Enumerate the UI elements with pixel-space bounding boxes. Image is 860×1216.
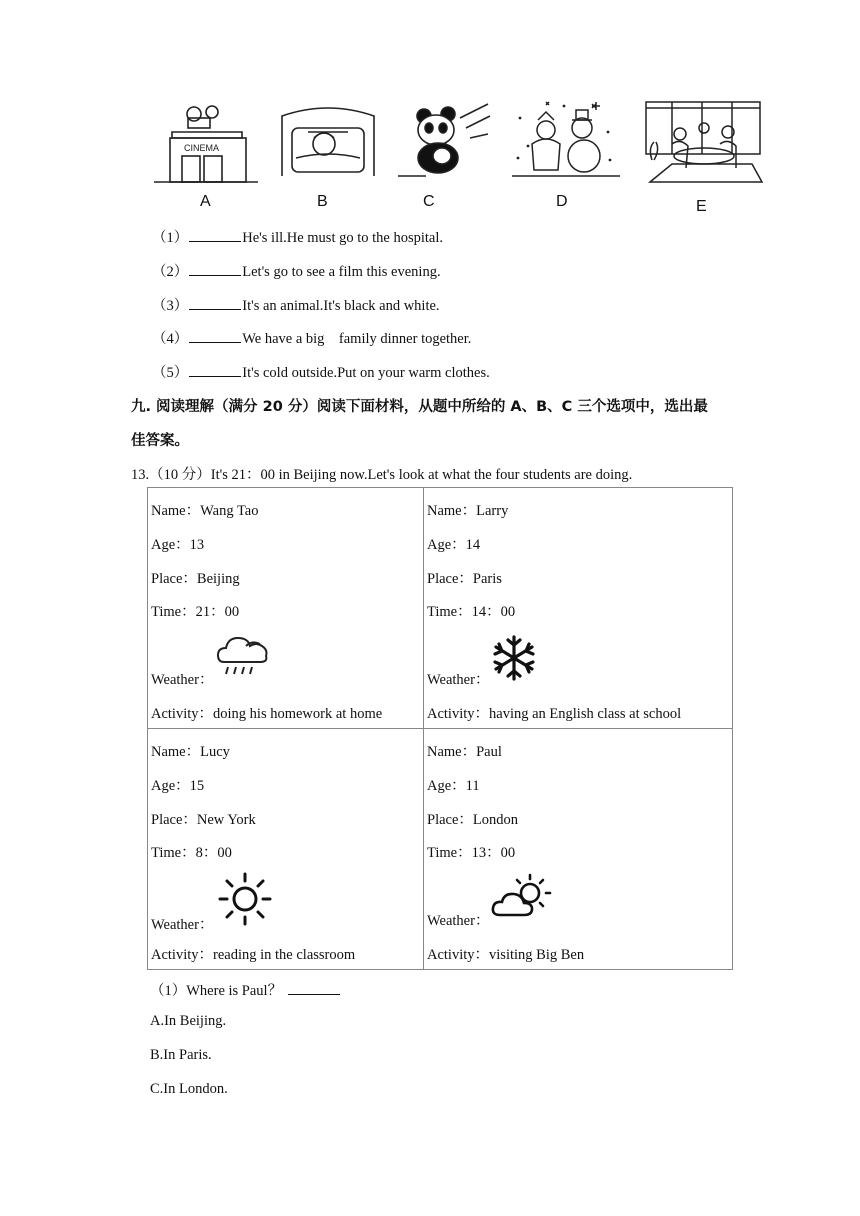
item-number: （5） (152, 365, 189, 381)
sick-boy-in-bed-picture (278, 98, 378, 210)
picture-label-d: D (556, 193, 568, 210)
subquestion-text: （1）Where is Paul？ (150, 983, 283, 999)
answer-blank[interactable] (189, 330, 241, 343)
student-place: Place：Paris (427, 571, 502, 587)
student-cell-paul (424, 729, 733, 970)
student-activity: Activity：having an English class at school (427, 706, 682, 722)
answer-blank[interactable] (189, 364, 241, 377)
matching-item-1 (152, 226, 443, 247)
family-dinner-picture (642, 98, 764, 215)
answer-blank[interactable] (189, 297, 241, 310)
weather-label: Weather： (427, 672, 490, 688)
student-age: Age：13 (151, 537, 205, 553)
student-activity: Activity：visiting Big Ben (427, 947, 585, 963)
student-time: Time：21：00 (151, 604, 240, 620)
student-activity: Activity：doing his homework at home (151, 706, 383, 722)
student-place: Place：New York (151, 812, 256, 828)
matching-item-3 (152, 294, 440, 315)
student-activity: Activity：reading in the classroom (151, 947, 356, 963)
student-time: Time：8：00 (151, 845, 232, 861)
student-place: Place：Beijing (151, 571, 240, 587)
item-number: （2） (152, 264, 189, 280)
answer-blank[interactable] (189, 229, 241, 242)
student-age: Age：15 (151, 778, 205, 794)
item-text: It's an animal.It's black and white. (242, 298, 440, 314)
rain-cloud-icon (216, 632, 270, 685)
item-text: He's ill.He must go to the hospital. (242, 230, 444, 246)
snowflake-icon (490, 634, 538, 687)
student-time: Time：13：00 (427, 845, 516, 861)
answer-blank[interactable] (288, 982, 340, 995)
student-age: Age：14 (427, 537, 481, 553)
student-name: Name：Lucy (151, 744, 230, 760)
weather-label: Weather： (151, 917, 214, 933)
student-place: Place：London (427, 812, 519, 828)
section-heading-line2: 佳答案。 (131, 433, 189, 449)
picture-strip (148, 98, 768, 223)
panda-picture (396, 98, 494, 210)
answer-blank[interactable] (189, 263, 241, 276)
item-text: We have a big family dinner together. (242, 331, 472, 347)
picture-label-e: E (696, 198, 707, 215)
cinema-picture (152, 98, 258, 210)
student-cell-larry (424, 488, 733, 729)
item-number: （3） (152, 298, 189, 314)
snowman-picture (512, 98, 620, 210)
picture-label-b: B (317, 193, 328, 210)
subquestion-1 (150, 979, 340, 1000)
section-heading-line1: 九. 阅读理解（满分 20 分）阅读下面材料，从题中所给的 A、B、C 三个选项中，选出最 (131, 399, 708, 415)
option-b[interactable]: B.In Paris. (150, 1047, 212, 1063)
item-text: It's cold outside.Put on your warm clothes. (242, 365, 490, 381)
student-age: Age：11 (427, 778, 480, 794)
item-number: （1） (152, 230, 189, 246)
matching-item-4 (152, 327, 471, 348)
student-name: Name：Paul (427, 744, 502, 760)
student-cell-lucy (148, 729, 424, 970)
picture-label-c: C (423, 193, 435, 210)
option-a[interactable]: A.In Beijing. (150, 1013, 227, 1029)
student-name: Name：Larry (427, 503, 509, 519)
matching-item-2 (152, 260, 441, 281)
student-name: Name：Wang Tao (151, 503, 259, 519)
weather-label: Weather： (427, 913, 490, 929)
picture-label-a: A (200, 193, 211, 210)
student-time: Time：14：00 (427, 604, 516, 620)
svg-text:CINEMA: CINEMA (184, 143, 220, 153)
weather-label: Weather： (151, 672, 214, 688)
partly-cloudy-icon (490, 873, 554, 926)
question-13-intro: 13.（10 分）It's 21：00 in Beijing now.Let's look at what the four students are doing. (131, 467, 633, 483)
sun-icon (216, 871, 274, 932)
option-c[interactable]: C.In London. (150, 1081, 228, 1097)
matching-item-5 (152, 361, 490, 382)
item-number: （4） (152, 331, 189, 347)
student-cell-wang-tao (148, 488, 424, 729)
item-text: Let's go to see a film this evening. (242, 264, 441, 280)
student-info-table (147, 487, 733, 970)
